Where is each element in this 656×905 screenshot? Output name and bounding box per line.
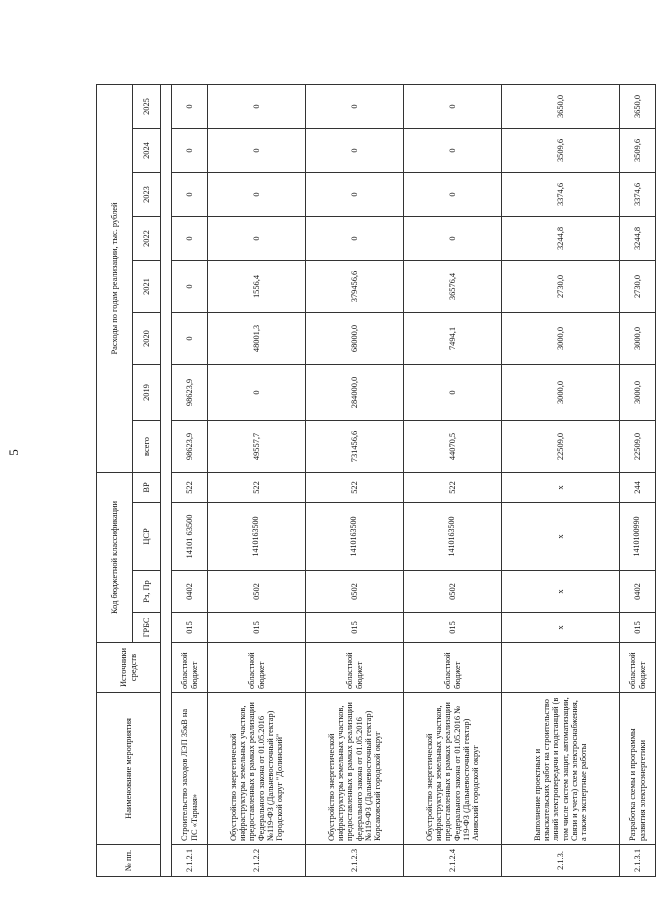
row-year-value: 0	[172, 261, 208, 313]
row-name: Обустройство энергетической инфраструктуры земельных участков, предоставленных в рамках реализации Федерального закона от 01.05.2016 № 119-ФЗ (Дальневосточный гектар) Анивский городской округ	[404, 693, 502, 845]
row-year-value: 0	[172, 129, 208, 173]
row-num: 2.1.3.1	[620, 845, 656, 877]
row-year-value: 7494,1	[404, 313, 502, 365]
row-source: областной бюджет	[306, 643, 404, 693]
row-csr: 1410100990	[620, 503, 656, 571]
row-year-value: 3000,0	[502, 365, 620, 421]
row-year-value: 0	[404, 129, 502, 173]
header-year: 2020	[133, 313, 161, 365]
row-year-value: 0	[172, 217, 208, 261]
row-year-value: 3000,0	[620, 365, 656, 421]
row-year-value: 2730,0	[502, 261, 620, 313]
row-year-value: 3509,6	[620, 129, 656, 173]
row-rzpr: 0402	[172, 571, 208, 613]
row-year-value: 98623,9	[172, 365, 208, 421]
row-year-value: 0	[306, 129, 404, 173]
page-number: 5	[6, 449, 21, 456]
header-year: 2023	[133, 173, 161, 217]
table-row	[208, 85, 306, 877]
row-year-value: 0	[172, 173, 208, 217]
row-num: 2.1.2.2	[208, 845, 306, 877]
row-total: 731456,6	[306, 421, 404, 473]
row-year-value: 3000,0	[620, 313, 656, 365]
table-row	[620, 85, 656, 877]
row-grbs: 015	[172, 613, 208, 643]
table-row	[306, 85, 404, 877]
header-source: Источники средств	[97, 643, 161, 693]
row-num: 2.1.2.4	[404, 845, 502, 877]
row-num: 2.1.2.3	[306, 845, 404, 877]
row-vr: 522	[172, 473, 208, 503]
row-year-value: 3650,0	[620, 85, 656, 129]
header-expenses-group: Расходы по годам реализации, тыс. рублей	[97, 85, 133, 473]
header-num: № пп.	[97, 845, 161, 877]
header-grbs: ГРБС	[133, 613, 161, 643]
row-year-value: 0	[208, 129, 306, 173]
row-year-value: 1556,4	[208, 261, 306, 313]
row-year-value: 0	[208, 365, 306, 421]
row-year-value: 3244,8	[620, 217, 656, 261]
table-row	[404, 85, 502, 877]
row-rzpr: 0502	[208, 571, 306, 613]
row-vr: х	[502, 473, 620, 503]
row-year-value: 379456,6	[306, 261, 404, 313]
row-year-value: 0	[404, 217, 502, 261]
row-year-value: 3244,8	[502, 217, 620, 261]
header-total: всего	[133, 421, 161, 473]
row-total: 22509,0	[502, 421, 620, 473]
row-year-value: 0	[172, 85, 208, 129]
row-year-value: 0	[208, 217, 306, 261]
header-year: 2024	[133, 129, 161, 173]
row-vr: 522	[404, 473, 502, 503]
header-year: 2025	[133, 85, 161, 129]
row-total: 98623,9	[172, 421, 208, 473]
row-name: Разработка схемы и программы развития электроэнергетики	[620, 693, 656, 845]
row-name: Обустройство энергетической инфраструктуры земельных участков, предоставленных в рамках реализации Федерального закона от 01.05.2016 №119-ФЗ (Дальневосточный гектар) Городской округ "Долинский"	[208, 693, 306, 845]
row-year-value: 3374,6	[620, 173, 656, 217]
row-year-value: 3650,0	[502, 85, 620, 129]
row-vr: 244	[620, 473, 656, 503]
row-vr: 522	[306, 473, 404, 503]
row-csr: 1410163500	[404, 503, 502, 571]
row-csr: 14101 63500	[172, 503, 208, 571]
row-year-value: 36576,4	[404, 261, 502, 313]
budget-table	[96, 84, 656, 877]
header-code-group: Код бюджетной классификации	[97, 473, 133, 643]
row-grbs: 015	[620, 613, 656, 643]
header-year: 2021	[133, 261, 161, 313]
row-grbs: 015	[404, 613, 502, 643]
row-num: 2.1.3.	[502, 845, 620, 877]
header-vr: ВР	[133, 473, 161, 503]
row-vr: 522	[208, 473, 306, 503]
header-rzpr: Рз, Пр	[133, 571, 161, 613]
table-row	[502, 85, 620, 877]
header-year: 2019	[133, 365, 161, 421]
row-name: Обустройство энергетической инфраструктуры земельных участков, предоставленных в рамках реализации федерального закона от 01.05.2016 №119-ФЗ (Дальневосточный гектар) Корсаковский городской округ	[306, 693, 404, 845]
row-total: 44070,5	[404, 421, 502, 473]
row-source: областной бюджет	[620, 643, 656, 693]
row-year-value: 0	[306, 217, 404, 261]
row-rzpr: 0402	[620, 571, 656, 613]
row-year-value: 0	[208, 173, 306, 217]
row-year-value: 3509,6	[502, 129, 620, 173]
row-csr: 1410163500	[208, 503, 306, 571]
row-year-value: 68000,0	[306, 313, 404, 365]
header-csr: ЦСР	[133, 503, 161, 571]
row-total: 22509,0	[620, 421, 656, 473]
header-year: 2022	[133, 217, 161, 261]
row-source: областной бюджет	[404, 643, 502, 693]
row-num: 2.1.2.1	[172, 845, 208, 877]
row-year-value: 48001,3	[208, 313, 306, 365]
row-source	[502, 643, 620, 693]
row-year-value: 0	[208, 85, 306, 129]
row-year-value: 0	[306, 85, 404, 129]
row-csr: 1410163500	[306, 503, 404, 571]
row-grbs: 015	[306, 613, 404, 643]
row-grbs: 015	[208, 613, 306, 643]
row-year-value: 0	[404, 173, 502, 217]
row-year-value: 284000,0	[306, 365, 404, 421]
row-rzpr: х	[502, 571, 620, 613]
row-rzpr: 0502	[306, 571, 404, 613]
row-year-value: 3374,6	[502, 173, 620, 217]
row-source: областной бюджет	[208, 643, 306, 693]
row-name: Выполнение проектных и изыскательских работ на строительство линий электропередачи и подстанций (в том числе систем защит, автоматизации, Связи и учета) схем электроснабжения, а также экспертные работы	[502, 693, 620, 845]
header-name: Наименование мероприятия	[97, 693, 161, 845]
row-csr: х	[502, 503, 620, 571]
row-grbs: х	[502, 613, 620, 643]
row-year-value: 0	[172, 313, 208, 365]
row-total: 49557,7	[208, 421, 306, 473]
row-year-value: 0	[404, 85, 502, 129]
row-rzpr: 0502	[404, 571, 502, 613]
table-row	[172, 85, 208, 877]
row-source: областной бюджет	[172, 643, 208, 693]
row-year-value: 0	[306, 173, 404, 217]
row-year-value: 3000,0	[502, 313, 620, 365]
row-name: Строительство заходов ЛЭП 35кВ на ПС «Тарная»	[172, 693, 208, 845]
row-year-value: 0	[404, 365, 502, 421]
row-year-value: 2730,0	[620, 261, 656, 313]
